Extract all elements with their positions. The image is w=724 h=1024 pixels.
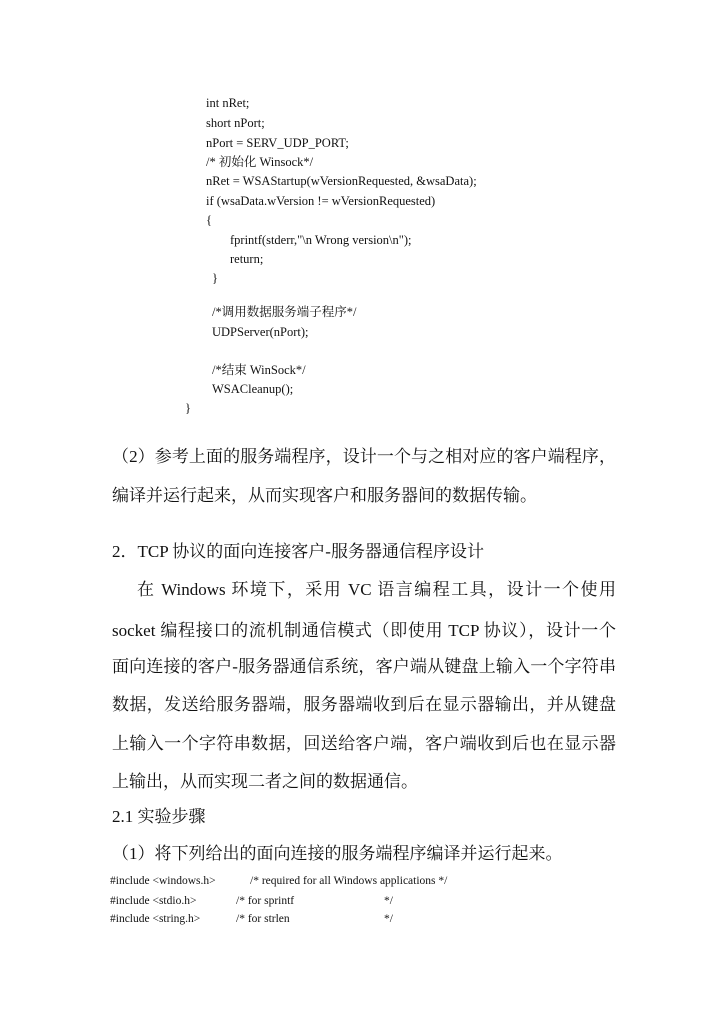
code-line: fprintf(stderr,"\n Wrong version\n"); — [230, 233, 412, 247]
paragraph-line: 面向连接的客户-服务器通信系统，客户端从键盘上输入一个字符串 — [112, 657, 616, 676]
step-1-text: （1）将下列给出的面向连接的服务端程序编译并运行起来。 — [112, 844, 563, 863]
include-comment: /* required for all Windows applications */ — [250, 875, 448, 887]
include-comment-close: */ — [384, 895, 393, 907]
paragraph-line: socket 编程接口的流机制通信模式（即使用 TCP 协议），设计一个 — [112, 621, 616, 640]
code-line: int nRet; — [206, 96, 250, 110]
code-line: nPort = SERV_UDP_PORT; — [206, 136, 349, 150]
paragraph-line: 上输入一个字符串数据，回送给客户端，客户端收到后也在显示器 — [112, 734, 616, 753]
code-line: /* 初始化 Winsock*/ — [206, 155, 314, 169]
code-line: short nPort; — [206, 116, 265, 130]
code-line: UDPServer(nPort); — [212, 325, 309, 339]
subsection-heading: 2.1 实验步骤 — [112, 807, 206, 826]
code-line: } — [185, 401, 191, 415]
include-directive: #include <string.h> — [110, 913, 201, 925]
include-directive: #include <windows.h> — [110, 875, 216, 887]
include-comment-close: */ — [384, 913, 393, 925]
include-comment: /* for sprintf — [236, 895, 295, 907]
paragraph-line: （2）参考上面的服务端程序，设计一个与之相对应的客户端程序， — [112, 447, 616, 466]
code-line: { — [206, 213, 212, 227]
code-line: nRet = WSAStartup(wVersionRequested, &wsaData); — [206, 174, 477, 188]
code-line: if (wsaData.wVersion != wVersionRequested) — [206, 194, 436, 208]
paragraph-line: 编译并运行起来，从而实现客户和服务器间的数据传输。 — [112, 486, 537, 505]
paragraph-line: 上输出，从而实现二者之间的数据通信。 — [112, 772, 418, 791]
include-directive: #include <stdio.h> — [110, 895, 197, 907]
include-comment: /* for strlen — [236, 913, 290, 925]
code-line: return; — [230, 252, 264, 266]
code-line: /*结束 WinSock*/ — [212, 363, 306, 377]
code-line: } — [212, 271, 218, 285]
code-line: WSACleanup(); — [212, 382, 294, 396]
code-line: /*调用数据服务端子程序*/ — [212, 305, 357, 319]
section-heading: 2．TCP 协议的面向连接客户-服务器通信程序设计 — [112, 542, 484, 561]
paragraph-line: 数据，发送给服务器端，服务器端收到后在显示器输出，并从键盘 — [112, 695, 616, 714]
paragraph-line: 在 Windows 环境下，采用 VC 语言编程工具，设计一个使用 — [137, 580, 616, 599]
